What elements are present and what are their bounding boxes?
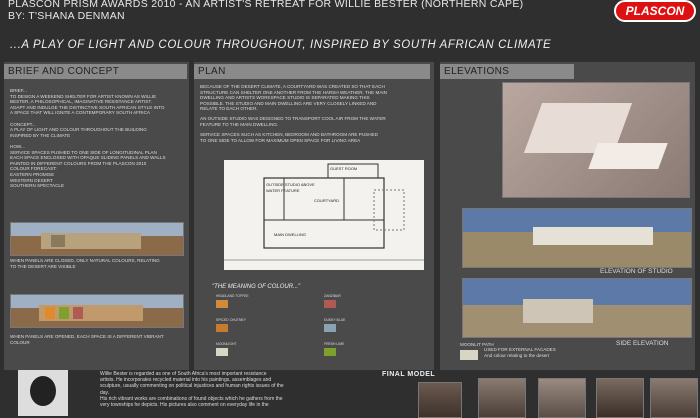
plan-text-1: BECAUSE OF THE DESERT CLIMATE, A COURTYARD WAS CREATED SO THAT EACH STRUCTURE CAN SHELTER ONE ANOTHER FROM THE HARSH WEATHER. THE MAIN DWELLING AND ARTISTS WORKSPACE STUDIO IS SEPARATED MAKING THIS POSSIBLE. THE STUDIO AND MAIN DWELLING ARE VERY CLOSELY LINKED AND RELATE TO EACH OTHER. bbox=[200, 84, 387, 112]
swatch-label: FRESH LIME bbox=[324, 342, 345, 346]
plan-title: PLAN bbox=[194, 64, 430, 79]
swatch-label: HEADLAND TOFFEE bbox=[216, 294, 249, 298]
plascon-logo: PLASCON bbox=[614, 0, 696, 22]
final-model-photo-5 bbox=[650, 378, 698, 418]
moonlit-path-swatch bbox=[460, 350, 478, 360]
label-main-dwelling: MAIN DWELLING bbox=[274, 232, 307, 237]
side-elevation-image bbox=[462, 278, 692, 338]
meaning-of-colour-title: "THE MEANING OF COLOUR..." bbox=[212, 284, 301, 290]
elevations-panel bbox=[440, 62, 695, 370]
swatch-label: SPICED CHUTNEY bbox=[216, 318, 246, 322]
brief-text: BRIEF... TO DESIGN A WEEKEND SHELTER FOR ARTIST KNOWN AS WILLIE BESTER, A PHILOSOPHICAL, IMAGINATIVE RESISTANCE ARTIST. ADAPT AND INDULGE THE DISTINCTIVE SOUTH AFRICAN STYLE INTO A SPACE THAT WILL IGNITE A CONTEMPORARY SOUTH AFRICA CONCEPT... A PLAY OF LIGHT AND COLOUR THROUGHOUT THE BUILDING INSPIRED BY THE CLIMATE HOW... SERVICE SPACES PUSHED TO ONE SIDE OF LONGITUDINAL PLAN EACH SPACE ENCLOSED WITH OPAQUE SLIDING PANELS AND WALLS PAINTED IN DIFFERENT COLOURS FROM THE PLASCON 2010 COLOUR FORECAST: EASTERN PROMISE WESTERN DESERT SOUTHERN SPECTACLE bbox=[10, 88, 166, 189]
model-render-image bbox=[502, 82, 690, 198]
artist-bio: Willie Bester is regarded as one of South Africa's most important resistance artists. He incorporates recycled material into his paintings, assemblages and sculpture, usually commenting on political injustices and human rights issues of the day. His rich vibrant works are combinations of found objects which he gathers from the very townships he depicts. His pictures also comment on everyday life in the bbox=[100, 371, 284, 409]
studio-elevation-caption: ELEVATION OF STUDIO bbox=[600, 268, 673, 275]
plan-text-2: AN OUTSIDE STUDIO WAS DESIGNED TO TRANSPORT COOL AIR FROM THE WATER FEATURE TO THE MAIN DWELLING. bbox=[200, 116, 386, 127]
swatch-moonlight bbox=[216, 348, 228, 356]
swatch-label: DUSKY BLUE bbox=[324, 318, 346, 322]
plan-panel bbox=[194, 62, 434, 370]
moonlit-path-title: MOONLIT PATH bbox=[460, 342, 494, 347]
swatch-dusky-blue bbox=[324, 324, 336, 332]
swatch-label: MOONLIGHT bbox=[216, 342, 237, 346]
studio-elevation-image bbox=[462, 208, 692, 268]
floor-plan-svg bbox=[224, 160, 424, 270]
label-courtyard: COURTYARD bbox=[314, 198, 339, 203]
closed-panels-image bbox=[10, 222, 184, 256]
tagline: ...A PLAY OF LIGHT AND COLOUR THROUGHOUT, INSPIRED BY SOUTH AFRICAN CLIMATE bbox=[10, 39, 552, 51]
swatch-fresh-lime bbox=[324, 348, 336, 356]
elevations-title: ELEVATIONS bbox=[440, 64, 574, 79]
final-model-photo-2 bbox=[478, 378, 526, 418]
swatch-spiced-chutney bbox=[216, 324, 228, 332]
swatch-label: ZANZIBAR bbox=[324, 294, 341, 298]
open-panels-image bbox=[10, 294, 184, 328]
brief-title: BRIEF AND CONCEPT bbox=[4, 64, 187, 79]
final-model-photo-4 bbox=[596, 378, 644, 418]
moonlit-path-text: USED FOR EXTERNAL FACADES And colour relating to the desert bbox=[484, 347, 556, 358]
closed-caption: WHEN PANELS ARE CLOSED, ONLY NATURAL COLOURS, RELATING TO THE DESERT ARE VISIBLE bbox=[10, 258, 160, 269]
swatch-zanzibar bbox=[324, 300, 336, 308]
label-outside-studio: OUTSIDE STUDIO ABOVE WATER FEATURE bbox=[266, 182, 315, 193]
swatch-headland-toffee bbox=[216, 300, 228, 308]
open-caption: WHEN PANELS ARE OPENED, EACH SPACE IS A DIFFERENT VIBRANT COLOUR bbox=[10, 334, 164, 345]
final-model-photo-3 bbox=[538, 378, 586, 418]
plan-text-3: SERVICE SPACES SUCH AS KITCHEN, BEDROOM AND BATHROOM ARE PUSHED TO ONE SIDE TO ALLOW FOR MAXIMUM OPEN SPACE FOR LIVING AREA bbox=[200, 132, 378, 143]
label-guest-room: GUEST ROOM bbox=[330, 166, 358, 171]
final-model-photo-1 bbox=[418, 382, 462, 418]
floor-plan-drawing bbox=[224, 160, 424, 270]
artist-portrait bbox=[18, 370, 68, 416]
final-model-title: FINAL MODEL bbox=[382, 371, 436, 378]
author-byline: BY: T'SHANA DENMAN bbox=[8, 10, 125, 22]
side-elevation-caption: SIDE ELEVATION bbox=[616, 340, 669, 347]
poster-title: PLASCON PRISM AWARDS 2010 - AN ARTIST'S RETREAT FOR WILLIE BESTER (NORTHERN CAPE) bbox=[8, 0, 524, 10]
brief-panel bbox=[4, 62, 189, 370]
